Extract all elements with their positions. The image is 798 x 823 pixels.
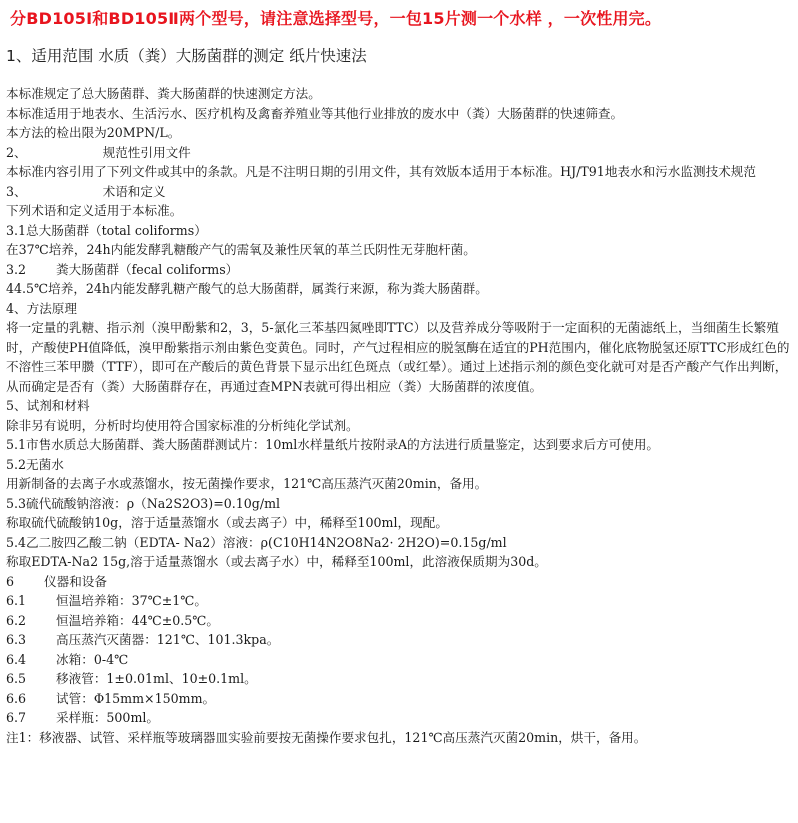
document-line — [6, 143, 792, 163]
document-line — [6, 611, 792, 631]
section-number: 6.4 — [6, 651, 27, 667]
section-number: 6.2 — [6, 612, 27, 628]
document-line: 本标准适用于地表水、生活污水、医疗机构及禽畜养殖业等其他行业排放的废水中（粪）大肠菌群的快速筛查。 — [6, 105, 624, 121]
document-line: 4、方法原理 — [6, 300, 77, 316]
section-heading: 恒温培养箱：37℃±1℃。 — [56, 593, 207, 608]
section-heading: 粪大肠菌群（fecal coliforms） — [56, 261, 239, 277]
document-line: 注1：移液器、试管、采样瓶等玻璃器皿实验前要按无菌操作要求包扎，121℃高压蒸汽灭菌20min，烘干，备用。 — [6, 729, 647, 745]
section-number: 3.2 — [6, 261, 27, 277]
document-line: 下列术语和定义适用于本标准。 — [6, 203, 183, 218]
section-heading: 移液管：1±0.01ml、10±0.1ml。 — [56, 671, 257, 686]
section-heading: 冰箱：0-4℃ — [56, 651, 129, 667]
document-line: 称取硫代硫酸钠10g，溶于适量蒸馏水（或去离子）中，稀释至100ml，现配。 — [6, 515, 448, 530]
document-line: 5.1市售水质总大肠菌群、粪大肠菌群测试片：10ml水样量纸片按附录A的方法进行质量鉴定，达到要求后方可使用。 — [6, 437, 660, 452]
document-title: 1、适用范围 水质（粪）大肠菌群的测定 纸片快速法 — [6, 47, 367, 65]
section-heading: 高压蒸汽灭菌器：121℃、101.3kpa。 — [56, 632, 280, 647]
document-line: 将一定量的乳糖、指示剂（溴甲酚紫和2，3，5-氯化三苯基四氮唑即TTC）以及营养成分等吸附于一定面积的无菌滤纸上，当细菌生长繁殖时，产酸使PH值降低，溴甲酚紫指示剂由紫色变黄色。同时，产气过程相应的脱氢酶在适宜的PH范围内，催化底物脱氢还原TTC形成红色的不溶性三苯甲臜（TTF），即可在产酸后的黄色背景下显示出红色斑点（或红晕）。通过上述指示剂的颜色变化就可对是否产酸产气作出判断，从而确定是否有（粪）大肠菌群存在，再通过查MPN表就可得出相应（粪）大肠菌群的浓度值。 — [6, 320, 790, 394]
document-line: 5.2无菌水 — [6, 456, 64, 472]
document-line: 44.5℃培养，24h内能发酵乳糖产酸气的总大肠菌群，属粪行来源，称为粪大肠菌群。 — [6, 281, 488, 296]
document-line: 本方法的检出限为20MPN/L。 — [6, 125, 181, 140]
document-line — [6, 182, 792, 202]
document-body — [6, 84, 792, 747]
section-number: 6.6 — [6, 690, 27, 706]
section-number: 6.5 — [6, 671, 27, 686]
section-heading: 试管：Φ15mm×150mm。 — [56, 690, 216, 706]
document-line: 5.3硫代硫酸钠溶液：ρ（Na2S2O3)=0.10g/ml — [6, 495, 281, 511]
document-line — [6, 689, 792, 709]
section-number: 6.3 — [6, 632, 27, 647]
document-line — [6, 260, 792, 280]
section-heading: 采样瓶：500ml。 — [56, 710, 160, 725]
section-number: 2、 — [6, 144, 27, 160]
document-line: 5、试剂和材料 — [6, 398, 90, 413]
document-line — [6, 591, 792, 611]
section-number: 6.1 — [6, 593, 27, 608]
document-line: 5.4乙二胺四乙酸二钠（EDTA- Na2）溶液：ρ(C10H14N2O8Na2· 2H2O)=0.15g/ml — [6, 534, 507, 550]
section-number: 6.7 — [6, 710, 27, 725]
document-line — [6, 650, 792, 670]
model-notice-banner: 分BD105Ⅰ和BD105Ⅱ两个型号，请注意选择型号，一包15片测一个水样 ，一次性用完。 — [10, 9, 662, 28]
section-number: 6 — [6, 573, 15, 589]
section-heading: 恒温培养箱：44℃±0.5℃。 — [56, 612, 219, 628]
document-line — [6, 708, 792, 728]
document-line: 本标准内容引用了下列文件或其中的条款。凡是不注明日期的引用文件，其有效版本适用于本标准。HJ/T91地表水和污水监测技术规范 — [6, 164, 756, 179]
document-line: 称取EDTA-Na2 15g,溶于适量蒸馏水（或去离子水）中，稀释至100ml，此溶液保质期为30d。 — [6, 554, 547, 569]
document-line — [6, 669, 792, 689]
document-line: 除非另有说明，分析时均使用符合国家标准的分析纯化学试剂。 — [6, 417, 359, 433]
section-heading: 术语和定义 — [102, 183, 166, 199]
document-line: 在37℃培养，24h内能发酵乳糖酸产气的需氧及兼性厌氧的革兰氏阴性无芽胞杆菌。 — [6, 242, 476, 257]
section-number: 3、 — [6, 183, 27, 199]
document-line: 本标准规定了总大肠菌群、粪大肠菌群的快速测定方法。 — [6, 86, 321, 101]
section-heading: 仪器和设备 — [44, 573, 107, 589]
document-line: 3.1总大肠菌群（total coliforms） — [6, 222, 207, 238]
section-heading: 规范性引用文件 — [102, 144, 191, 160]
document-line — [6, 572, 792, 592]
document-line: 用新制备的去离子水或蒸馏水，按无菌操作要求，121℃高压蒸汽灭菌20min，备用。 — [6, 476, 488, 491]
document-line — [6, 630, 792, 650]
